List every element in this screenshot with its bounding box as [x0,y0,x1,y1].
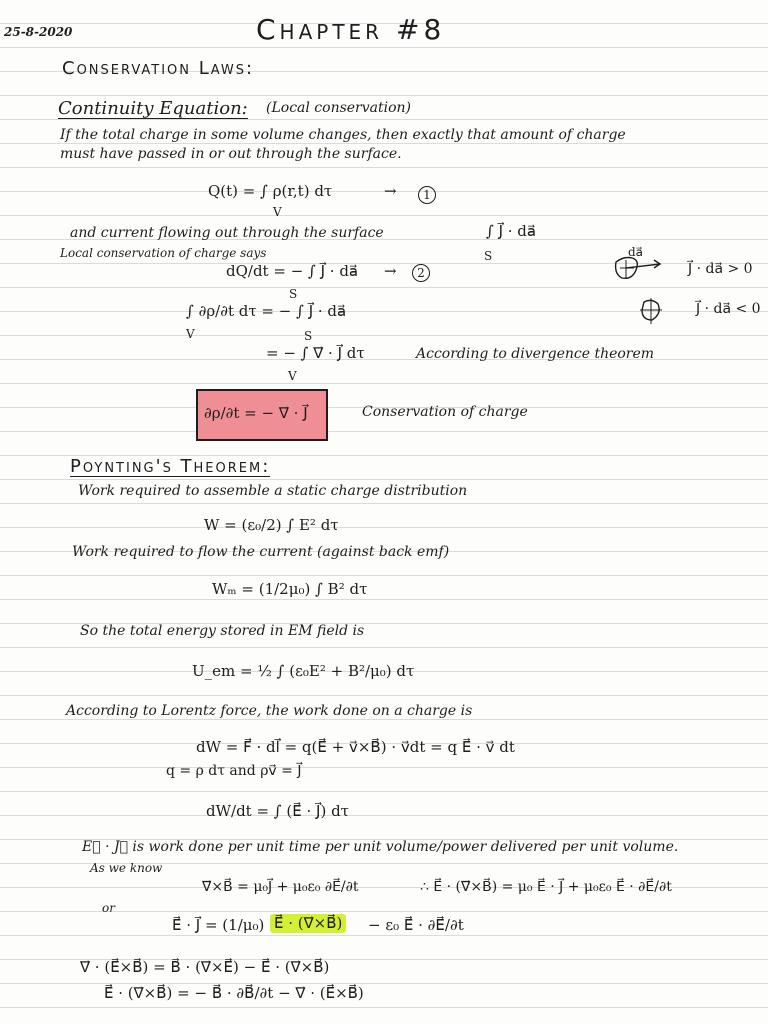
integral-subscript: V [186,327,195,341]
chapter-title: Chapter #8 [256,13,446,46]
section-heading-conservation: Conservation Laws: [62,58,255,79]
equation-volume-integral: ∫ ∂ρ/∂t dτ = − ∫ J⃗ · da⃗ [186,302,347,320]
text-line: As we know [90,861,163,875]
integral-subscript: V [273,205,282,219]
integral-subscript: S [484,249,493,263]
text-line: must have passed in or out through the surface. [60,146,402,162]
equation-ej-left: E⃗ · J⃗ = (1/μ₀) [172,916,265,934]
page-date: 25-8-2020 [4,25,73,39]
equation-charge-density: q = ρ dτ and ρv⃗ = J⃗ [166,763,302,779]
integral-subscript: S [304,329,313,343]
equation-power: dW/dt = ∫ (E⃗ · J⃗) dτ [206,802,349,820]
text-line: E⃗ · J⃗ is work done per unit time per unit volume/power delivered per unit volume. [82,839,679,855]
integral-subscript: S [289,287,298,301]
equation-ej-right: − ε₀ E⃗ · ∂E⃗/∂t [368,916,464,934]
subheading-note: (Local conservation) [266,100,412,116]
equation-maxwell-ampere: ∇⃗×B⃗ = μ₀J⃗ + μ₀ε₀ ∂E⃗/∂t [202,879,359,895]
text-line: or [102,901,115,915]
text-line: So the total energy stored in EM field is [80,623,365,639]
section-heading-poynting: Poynting's Theorem: [70,456,271,477]
text-line: Work required to assemble a static charge distribution [78,483,468,499]
boxed-equation-text: ∂ρ/∂t = − ∇⃗ · J⃗ [204,404,308,422]
equation-work: dW = F⃗ · dl⃗ = q(E⃗ + v⃗×B⃗) · v⃗dt = q E⃗ · v⃗ dt [196,738,515,756]
integral-subscript: V [288,369,297,383]
divergence-note: According to divergence theorem [416,346,655,362]
equation-divergence: = − ∫ ∇⃗ · J⃗ dτ [266,344,365,362]
text-line: Local conservation of charge says [60,246,267,260]
equation-charge: Q(t) = ∫ ρ(r,t) dτ [208,182,333,200]
arrow-icon: → [384,262,397,280]
equation-vector-identity: ∇⃗ · (E⃗×B⃗) = B⃗ · (∇⃗×E⃗) − E⃗ · (∇⃗×B⃗) [80,958,330,976]
text-line: and current flowing out through the surface [70,225,384,241]
arrow-icon: → [384,182,397,200]
equation-dqdt: dQ/dt = − ∫ J⃗ · da⃗ [226,262,359,280]
flux-positive-label: J⃗ · da⃗ > 0 [688,261,753,277]
text-line: According to Lorentz force, the work done on a charge is [66,703,473,719]
subheading-continuity: Continuity Equation: [58,98,248,119]
highlighted-term: E⃗ · (∇⃗×B⃗) [270,914,346,933]
equation-substituted: E⃗ · (∇⃗×B⃗) = − B⃗ · ∂B⃗/∂t − ∇⃗ · (E⃗×B⃗) [104,984,364,1002]
text-line: If the total charge in some volume changes, then exactly that amount of charge [60,127,626,143]
equation-total-energy: U_em = ½ ∫ (ε₀E² + B²/μ₀) dτ [192,662,415,680]
equation-number: 2 [412,264,430,282]
equation-therefore: ∴ E⃗ · (∇⃗×B⃗) = μ₀ E⃗ · J⃗ + μ₀ε₀ E⃗ · ∂E⃗/∂t [420,879,672,895]
equation-number: 1 [418,186,436,204]
equation-flux: ∫ J⃗ · da⃗ [486,222,537,240]
boxed-equation-label: Conservation of charge [362,404,528,420]
equation-magnetic-energy: Wₘ = (1/2μ₀) ∫ B² dτ [212,580,368,598]
flux-in-diagram-icon [636,294,666,330]
equation-electric-energy: W = (ε₀/2) ∫ E² dτ [204,516,339,534]
text-line: Work required to flow the current (against back emf) [72,544,450,560]
flux-da-label: da⃗ [628,245,644,259]
flux-negative-label: J⃗ · da⃗ < 0 [696,301,761,317]
